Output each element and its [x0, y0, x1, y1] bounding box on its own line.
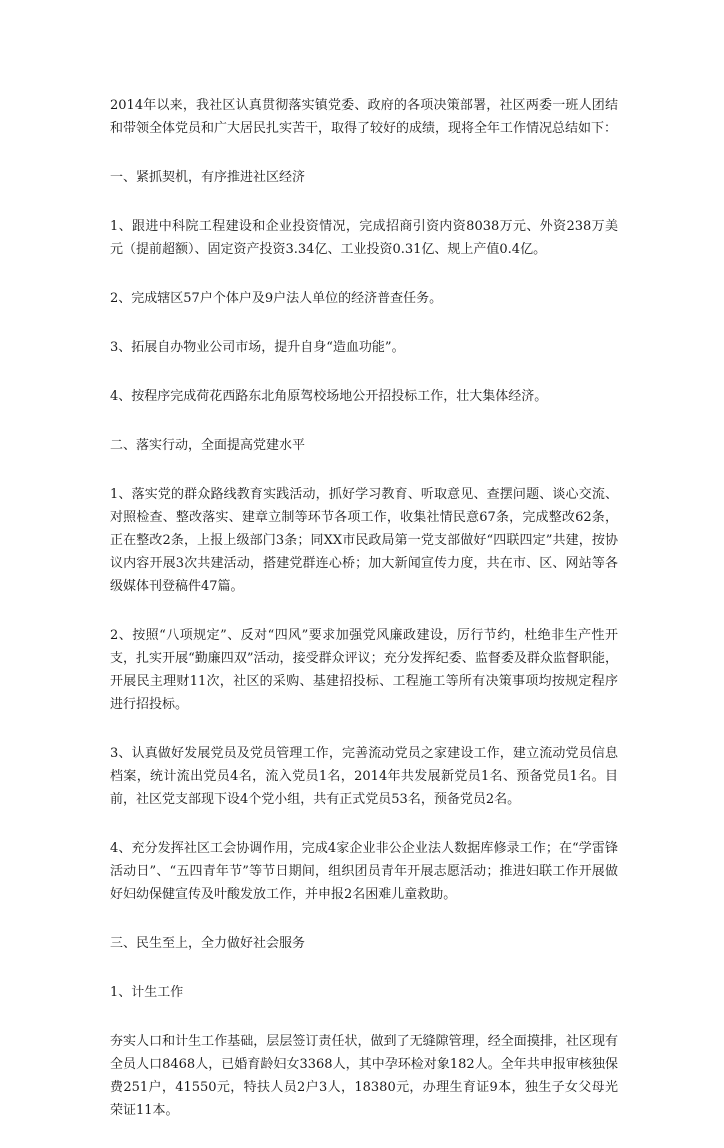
section-1-item-4: 4、按程序完成荷花西路东北角原驾校场地公开招投标工作，壮大集体经济。 [110, 389, 548, 404]
section-2-item-2: 2、按照“八项规定”、反对“四风”要求加强党风廉政建设，厉行节约，杜绝非生产性开支，扎实开展“勤廉四双”活动，接受群众评议；充分发挥纪委、监督委及群众监督职能，开展民主理财11次，社区的采购、基建招投标、工程施工等所有决策事项均按规定程序进行招投标。 [110, 628, 618, 712]
section-2-item-1: 1、落实党的群众路线教育实践活动，抓好学习教育、听取意见、查摆问题、谈心交流、对照检查、整改落实、建章立制等环节各项工作，收集社情民意67条，完成整改62条，正在整改2条，上报上级部门3条；同XX市民政局第一党支部做好“四联四定”共建，按协议内容开展3次共建活动，搭建党群连心桥；加大新闻宣传力度，共在市、区、网站等各级媒体刊登稿件47篇。 [110, 487, 618, 594]
section-2-heading: 二、落实行动，全面提高党建水平 [110, 438, 306, 453]
section-1-item-1: 1、跟进中科院工程建设和企业投资情况，完成招商引资内资8038万元、外资238万美元（提前超额）、固定资产投资3.34亿、工业投资0.31亿、规上产值0.4亿。 [110, 219, 618, 257]
section-3-body: 夯实人口和计生工作基础，层层签订责任状，做到了无缝隙管理，经全面摸排，社区现有全员人口8468人，已婚育龄妇女3368人，其中孕环检对象182人。全年共申报审核独保费251户，41550元，特扶人员2户3人，18380元，办理生育证9本，独生子女父母光荣证11本。 [110, 1034, 618, 1118]
section-1-heading: 一、紧抓契机，有序推进社区经济 [110, 170, 306, 185]
section-1-item-2: 2、完成辖区57户个体户及9户法人单位的经济普查任务。 [110, 291, 443, 306]
section-3-subheading: 1、计生工作 [110, 985, 184, 1000]
section-3-heading: 三、民生至上，全力做好社会服务 [110, 936, 306, 951]
document-page [110, 94, 618, 1148]
section-2-item-3: 3、认真做好发展党员及党员管理工作，完善流动党员之家建设工作，建立流动党员信息档案，统计流出党员4名，流入党员1名，2014年共发展新党员1名、预备党员1名。目前，社区党支部现下设4个党小组，共有正式党员53名，预备党员2名。 [110, 746, 618, 807]
section-2-item-4: 4、充分发挥社区工会协调作用，完成4家企业非公企业法人数据库修录工作；在“学雷锋活动日”、“五四青年节”等节日期间，组织团员青年开展志愿活动；推进妇联工作开展做好妇幼保健宣传及叶酸发放工作，并申报2名困难儿童救助。 [110, 841, 618, 902]
intro-paragraph: 2014年以来，我社区认真贯彻落实镇党委、政府的各项决策部署，社区两委一班人团结和带领全体党员和广大居民扎实苦干，取得了较好的成绩，现将全年工作情况总结如下： [110, 98, 618, 136]
section-1-item-3: 3、拓展自办物业公司市场，提升自身“造血功能”。 [110, 340, 405, 355]
